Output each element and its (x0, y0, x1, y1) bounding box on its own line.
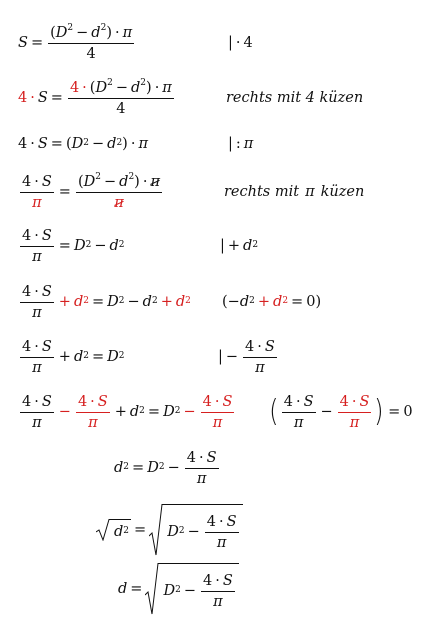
equals-sign: = (30, 35, 44, 51)
cancelled-pi: π (150, 173, 160, 190)
step-6-note: ( − d $^2$ + d $^2$ = 0 ) (222, 294, 322, 310)
step-11-equation: d = D $^2$ − $\frac{4 \cdot S}{\pi}$ (118, 563, 239, 615)
square-root: d $^2$ (96, 519, 131, 541)
square-root: D $^2$ − $\frac{4 \cdot S}{\pi}$ (149, 504, 242, 556)
fraction: $\frac{4 \cdot S}{\pi}$ (202, 572, 233, 610)
step-1-equation (18, 22, 136, 62)
step-9 (0, 448, 423, 488)
step-1 (0, 22, 423, 62)
step-2 (0, 77, 423, 117)
radical-sign-icon (149, 504, 163, 556)
denominator: 4 (116, 100, 126, 117)
fraction: $\frac{4 \cdot S}{\pi}$ (245, 338, 275, 376)
fraction: $\frac{4 \cdot S}{\pi}$ (22, 283, 52, 321)
step-8-equation: $\frac{4 \cdot S}{\pi}$ − $\frac{4 \cdot S}{\pi}$ + d $^2$ = D $^2$ − $\frac{4 \cdot S}{\pi}$ (22, 393, 233, 431)
fraction: $\frac{4 \cdot S}{\pi}$ (22, 338, 52, 376)
step-2-note: rechts mit 4 küzen (226, 90, 364, 106)
step-7-operation: | − $\frac{4 \cdot S}{\pi}$ (218, 338, 275, 376)
step-5-operation: | + d $^2$ (220, 238, 259, 254)
numerator: $4 \cdot (D^2 - d^2) \cdot \pi$ (68, 80, 174, 99)
var-S: S (18, 35, 28, 51)
fraction: $\frac{4 \cdot S}{\pi}$ (22, 227, 52, 265)
step-6-equation: $\frac{4 \cdot S}{\pi}$ + d $^2$ = D $^2$ − d $^2$ + d $^2$ (22, 283, 191, 321)
fraction-red: $\frac{4 \cdot S}{\pi}$ (77, 393, 108, 431)
fraction-right: $\frac{(D^2 - d^2) \cdot \pi}{\pi}$ (77, 171, 160, 211)
step-6 (0, 282, 423, 322)
step-8 (0, 391, 423, 433)
step-11 (0, 563, 423, 615)
step-8-note: ( $\frac{4 \cdot S}{\pi}$ − $\frac{4 \cdot S}{\pi}$ ) = 0 (269, 393, 413, 431)
fraction: $\frac{4 \cdot S}{\pi}$ (186, 449, 217, 487)
fraction: $\frac{4 \cdot S}{\pi}$ (22, 393, 52, 431)
fraction-left: $\frac{4 \cdot S}{\pi}$ (22, 173, 52, 211)
step-10 (0, 504, 423, 556)
step-1-operation: | · 4 (228, 35, 253, 51)
step-2-equation: 4 · S = $\frac{4 \cdot (D^2 - d^2) \cdot \pi}{4}$ (18, 77, 172, 117)
step-4-equation: $\frac{4 \cdot S}{\pi}$ = $\frac{(D^2 - d^2) \cdot \pi}{\pi}$ (22, 171, 160, 211)
step-3-operation: | : π (228, 136, 254, 152)
step-10-equation: d $^2$ = D $^2$ − $\frac{4 \cdot S}{\pi}$ (96, 504, 243, 556)
step-5 (0, 226, 423, 266)
step-4 (0, 172, 423, 212)
step-5-equation: $\frac{4 \cdot S}{\pi}$ = D $^2$ − d $^2$ (22, 227, 125, 265)
fraction: $\frac{4 \cdot S}{\pi}$ (283, 393, 314, 431)
fraction (68, 77, 174, 117)
fraction: $\frac{4 \cdot S}{\pi}$ (206, 513, 237, 551)
step-7-equation: $\frac{4 \cdot S}{\pi}$ + d $^2$ = D $^2$ (22, 338, 125, 376)
fraction-red: $\frac{4 \cdot S}{\pi}$ (202, 393, 233, 431)
fraction (48, 22, 134, 62)
cancelled-pi: π (114, 194, 124, 211)
step-4-note: rechts mit π küzen (224, 184, 365, 200)
step-3 (0, 133, 423, 155)
step-7 (0, 337, 423, 377)
denominator: 4 (86, 45, 96, 62)
square-root: D $^2$ − $\frac{4 \cdot S}{\pi}$ (145, 563, 238, 615)
radical-sign-icon (96, 519, 110, 541)
step-3-equation: 4 · S = ( D $^2$ − d $^2$ ) · π (18, 136, 148, 152)
radical-sign-icon (145, 563, 159, 615)
numerator: $(D^2 - d^2) \cdot \pi$ (48, 25, 134, 44)
step-9-equation: d $^2$ = D $^2$ − $\frac{4 \cdot S}{\pi}$ (114, 449, 217, 487)
fraction-red: $\frac{4 \cdot S}{\pi}$ (339, 393, 370, 431)
